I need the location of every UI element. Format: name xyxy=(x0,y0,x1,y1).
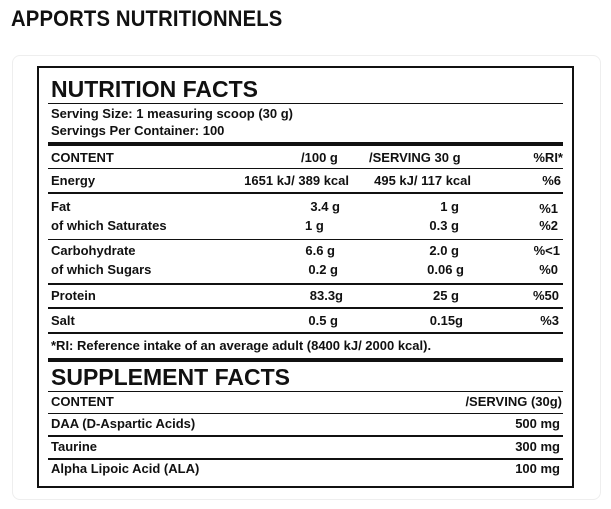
row-salt-serving: 0.15g xyxy=(429,313,463,328)
divider xyxy=(48,283,563,285)
header-serving: /SERVING 30 g xyxy=(369,150,461,165)
row-energy-per100: 1651 kJ/ 389 kcal xyxy=(244,173,349,188)
row-carbohydrate-per100: 6.6 g xyxy=(305,243,335,258)
supplement-row-taurine-amount: 300 mg xyxy=(515,439,560,454)
serving-size: Serving Size: 1 measuring scoop (30 g) xyxy=(51,106,294,121)
nutrition-label xyxy=(37,66,574,488)
row-salt-ri: %3 xyxy=(540,313,559,328)
header-per100: /100 g xyxy=(301,150,338,165)
nutrition-title: NUTRITION FACTS xyxy=(51,76,258,102)
supplement-header-serving: /SERVING (30g) xyxy=(465,394,562,409)
divider xyxy=(48,168,563,169)
row-sugars-ri: %0 xyxy=(539,262,558,277)
row-carbohydrate-ri: %<1 xyxy=(533,243,560,258)
divider xyxy=(48,307,563,309)
divider xyxy=(48,413,563,414)
page-heading: APPORTS NUTRITIONNELS xyxy=(11,6,283,31)
row-energy-ri: %6 xyxy=(542,173,561,188)
divider xyxy=(48,458,563,460)
supplement-row-ala-amount: 100 mg xyxy=(515,461,560,476)
supplement-row-ala-name: Alpha Lipoic Acid (ALA) xyxy=(51,461,200,476)
header-ri: %RI* xyxy=(533,150,563,165)
row-fat-name: Fat xyxy=(51,199,71,214)
row-protein-per100: 83.3g xyxy=(309,288,343,303)
header-content: CONTENT xyxy=(51,150,114,165)
row-fat-per100: 3.4 g xyxy=(310,199,340,214)
row-sugars-name: of which Sugars xyxy=(51,262,152,277)
row-saturates-serving: 0.3 g xyxy=(429,218,459,233)
divider xyxy=(48,435,563,437)
row-saturates-per100: 1 g xyxy=(305,218,324,233)
divider xyxy=(48,391,563,392)
servings-per-container: Servings Per Container: 100 xyxy=(51,123,225,138)
row-carbohydrate-serving: 2.0 g xyxy=(429,243,459,258)
divider xyxy=(48,103,563,104)
row-energy-name: Energy xyxy=(51,173,96,188)
supplement-row-daa-amount: 500 mg xyxy=(515,416,560,431)
supplement-row-daa-name: DAA (D-Aspartic Acids) xyxy=(51,416,196,431)
supplement-title: SUPPLEMENT FACTS xyxy=(51,364,290,390)
row-sugars-serving: 0.06 g xyxy=(427,262,464,277)
divider xyxy=(48,192,563,194)
row-fat-ri: %1 xyxy=(539,201,558,216)
divider xyxy=(48,332,563,334)
row-fat-serving: 1 g xyxy=(440,199,459,214)
divider xyxy=(48,239,563,240)
row-salt-name: Salt xyxy=(51,313,75,328)
supplement-row-taurine-name: Taurine xyxy=(51,439,97,454)
row-protein-serving: 25 g xyxy=(432,288,459,303)
thick-divider xyxy=(48,358,563,362)
row-sugars-per100: 0.2 g xyxy=(308,262,338,277)
row-protein-ri: %50 xyxy=(532,288,559,303)
ri-footnote: *RI: Reference intake of an average adult (8400 kJ/ 2000 kcal). xyxy=(51,338,432,353)
thick-divider xyxy=(48,142,563,146)
row-energy-serving: 495 kJ/ 117 kcal xyxy=(374,173,471,188)
row-salt-per100: 0.5 g xyxy=(308,313,338,328)
row-saturates-name: of which Saturates xyxy=(51,218,167,233)
row-protein-name: Protein xyxy=(51,288,96,303)
row-saturates-ri: %2 xyxy=(539,218,558,233)
supplement-header-content: CONTENT xyxy=(51,394,114,409)
row-carbohydrate-name: Carbohydrate xyxy=(51,243,136,258)
